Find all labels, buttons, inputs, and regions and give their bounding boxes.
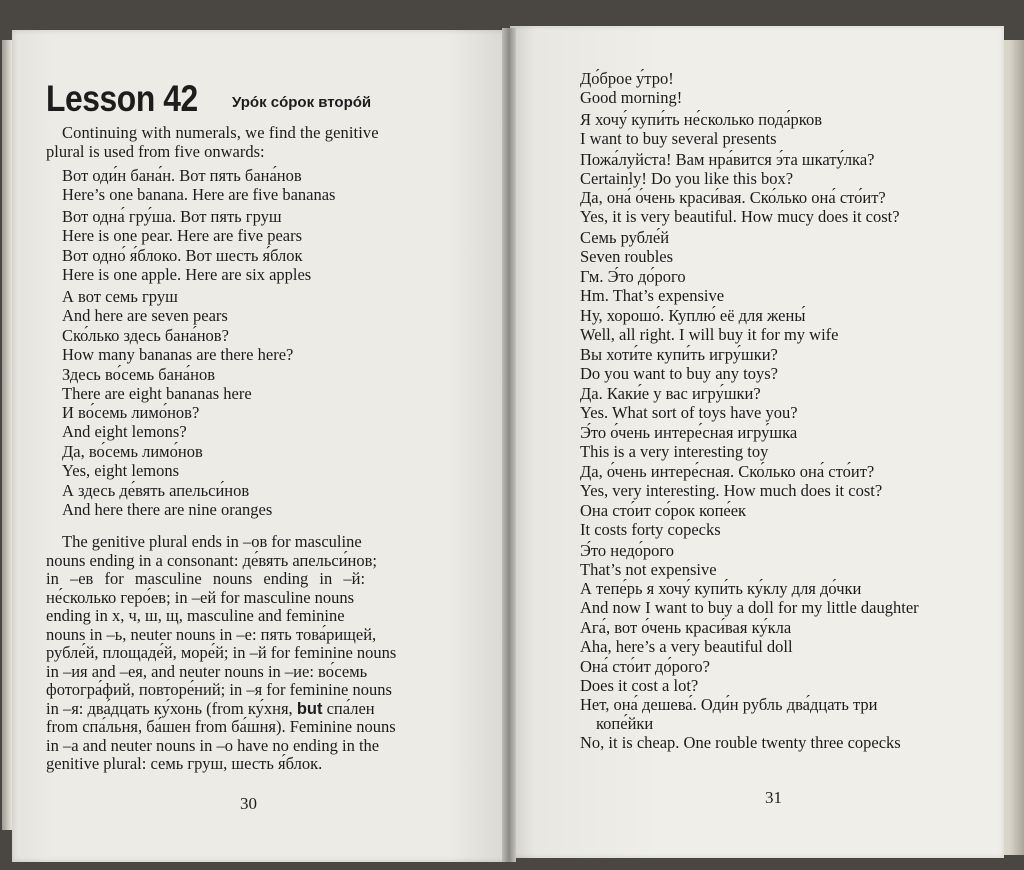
page-number-left: 30 — [240, 794, 257, 813]
english-line: Seven roubles — [580, 247, 674, 266]
lesson-subtitle: Урóк сóрок вторóй — [232, 94, 372, 111]
russian-line: Она́ сто́ит до́рого? — [580, 657, 711, 676]
left-pair-3 — [62, 246, 311, 284]
book-gutter — [502, 28, 516, 862]
grammar-line: фотогра́фий, повторе́ний; in –я for feminine nouns — [46, 680, 392, 699]
russian-line: Я хочу́ купи́ть не́сколько пода́рков — [580, 110, 823, 129]
right-pair-3 — [580, 150, 874, 188]
right-pair-16 — [580, 657, 710, 695]
russian-line: Ага́, вот о́чень краси́вая ку́кла — [580, 618, 792, 637]
right-pair-2 — [580, 110, 822, 148]
right-pair-13 — [580, 541, 717, 579]
russian-line: Э́то о́чень интере́сная игру́шка — [580, 423, 798, 442]
right-pair-10 — [580, 423, 797, 461]
english-line: It costs forty copecks — [580, 520, 721, 539]
english-line: Here’s one banana. Here are five bananas — [62, 185, 336, 204]
right-pair-7 — [580, 306, 839, 344]
english-line: Hm. That’s expensive — [580, 286, 725, 305]
left-pair-9 — [62, 481, 272, 519]
intro-line: Continuing with numerals, we find the genitive — [62, 123, 379, 142]
grammar-line-with-bold — [46, 700, 446, 719]
lesson-title: Lesson 42 — [46, 78, 198, 119]
grammar-line: in –а and neuter nouns in –о have no ending in the — [46, 735, 380, 755]
russian-line: А вот семь груш — [62, 287, 178, 306]
russian-line: А тепе́рь я хочу́ купи́ть ку́клу для до́чки — [580, 579, 862, 598]
russian-line: Семь рубле́й — [580, 228, 670, 247]
russian-line: Ну, хорошо́. Куплю́ её для жены́ — [580, 306, 806, 325]
grammar-line: nouns in –ь, neuter nouns in –е: пять това́рищей, — [46, 624, 377, 644]
russian-line: Э́то недо́рого — [580, 541, 674, 560]
right-pair-4 — [580, 188, 900, 226]
russian-line: Да. Каки́е у вас игру́шки? — [580, 384, 761, 403]
left-pair-5 — [62, 326, 293, 364]
english-line: Aha, here’s a very beautiful doll — [580, 637, 793, 656]
english-line: There are eight bananas here — [62, 384, 252, 403]
grammar-line: genitive plural: семь груш, шесть я́блок. — [46, 754, 323, 773]
left-pair-7 — [62, 403, 199, 441]
russian-line-continued: копе́йки — [596, 714, 654, 733]
right-pair-17 — [580, 695, 901, 752]
left-pair-2 — [62, 207, 302, 245]
grammar-line: ending in х, ч, ш, щ, masculine and feminine — [46, 606, 345, 625]
right-pair-9 — [580, 384, 798, 422]
lesson-heading — [46, 78, 372, 120]
russian-line: Ско́лько здесь бана́нов? — [62, 326, 229, 345]
intro-paragraph — [46, 123, 452, 161]
page-number-right: 31 — [765, 788, 782, 807]
english-line: That’s not expensive — [580, 560, 717, 579]
grammar-line: in –ия and –ея, and neuter nouns in –ие: во́семь — [46, 661, 368, 681]
grammar-paragraph — [46, 533, 446, 774]
english-line: Yes, very interesting. How much does it cost? — [580, 481, 883, 500]
english-line: Here is one pear. Here are five pears — [62, 226, 303, 245]
english-line: Here is one apple. Here are six apples — [62, 265, 312, 284]
russian-line: А здесь де́вять апельси́нов — [62, 481, 250, 500]
left-pair-8 — [62, 442, 203, 480]
russian-line: Гм. Э́то до́рого — [580, 267, 686, 286]
english-line: Yes. What sort of toys have you? — [580, 403, 798, 422]
right-pair-15 — [580, 618, 793, 656]
english-line: Does it cost a lot? — [580, 676, 699, 695]
english-line: I want to buy several presents — [580, 129, 777, 148]
grammar-line-text: in –я: два́дцать ку́хонь (from ку́хня, — [46, 698, 297, 718]
bold-word: but — [296, 699, 323, 718]
english-line: How many bananas are there here? — [62, 345, 294, 364]
grammar-line-text: спа́лен — [322, 698, 375, 718]
russian-line: Вы хоти́те купи́ть игру́шки? — [580, 345, 778, 364]
russian-line: Да, во́семь лимо́нов — [62, 442, 203, 461]
english-line: And eight lemons? — [62, 422, 187, 441]
russian-line: Она сто́ит со́рок копе́ек — [580, 501, 747, 520]
russian-line: Вот одна́ гру́ша. Вот пять груш — [62, 207, 282, 226]
right-pair-12 — [580, 501, 746, 539]
right-pair-5 — [580, 228, 673, 266]
left-pair-4 — [62, 287, 228, 325]
grammar-line: рубле́й, площаде́й, море́й; in –й for feminine nouns — [46, 643, 397, 662]
left-pair-6 — [62, 365, 252, 403]
russian-line: Нет, она́ дешева́. Оди́н рубль два́дцать три — [580, 695, 878, 714]
english-line: And here are seven pears — [62, 306, 228, 325]
grammar-line: from спа́льня, ба́шен from ба́шня). Feminine nouns — [46, 717, 396, 736]
english-line: Do you want to buy any toys? — [580, 364, 778, 383]
english-line: This is a very interesting toy — [580, 442, 769, 461]
right-pair-14 — [580, 579, 919, 617]
english-line: Yes, it is very beautiful. How mucy does it cost? — [580, 207, 900, 226]
right-pair-6 — [580, 267, 724, 305]
grammar-line: in –ев for masculine nouns ending in –й: — [46, 569, 366, 588]
russian-line: Вот оди́н бана́н. Вот пять бана́нов — [62, 166, 302, 185]
intro-line: plural is used from five onwards: — [46, 141, 265, 161]
english-line: No, it is cheap. One rouble twenty three copecks — [580, 733, 901, 752]
right-pair-1 — [580, 69, 682, 107]
english-line: And now I want to buy a doll for my little daughter — [580, 598, 919, 617]
english-line: Yes, eight lemons — [62, 461, 180, 480]
grammar-line: nouns ending in a consonant: де́вять апельси́нов; — [46, 550, 377, 570]
russian-line: И во́семь лимо́нов? — [62, 403, 200, 422]
english-line: Well, all right. I will buy it for my wife — [580, 325, 839, 344]
russian-line: Здесь во́семь бана́нов — [62, 365, 215, 384]
grammar-line: The genitive plural ends in –ов for masculine — [62, 532, 362, 551]
english-line: Good morning! — [580, 88, 683, 107]
left-pair-1 — [62, 166, 335, 204]
grammar-line: не́сколько геро́ев; in –ей for masculine nouns — [46, 587, 355, 607]
russian-line: Да, о́чень интере́сная. Ско́лько она́ сто́ит? — [580, 462, 875, 481]
right-pair-8 — [580, 345, 778, 383]
english-line: Certainly! Do you like this box? — [580, 169, 794, 188]
right-pair-11 — [580, 462, 882, 500]
english-line: And here there are nine oranges — [62, 500, 273, 519]
russian-line: Да, она́ о́чень краси́вая. Ско́лько она́ сто́ит? — [580, 188, 886, 207]
russian-line: До́брое у́тро! — [580, 69, 674, 88]
russian-line: Вот одно́ я́блоко. Вот шесть я́блок — [62, 246, 303, 265]
russian-line: Пожа́луйста! Вам нра́вится э́та шкату́лка? — [580, 150, 875, 169]
